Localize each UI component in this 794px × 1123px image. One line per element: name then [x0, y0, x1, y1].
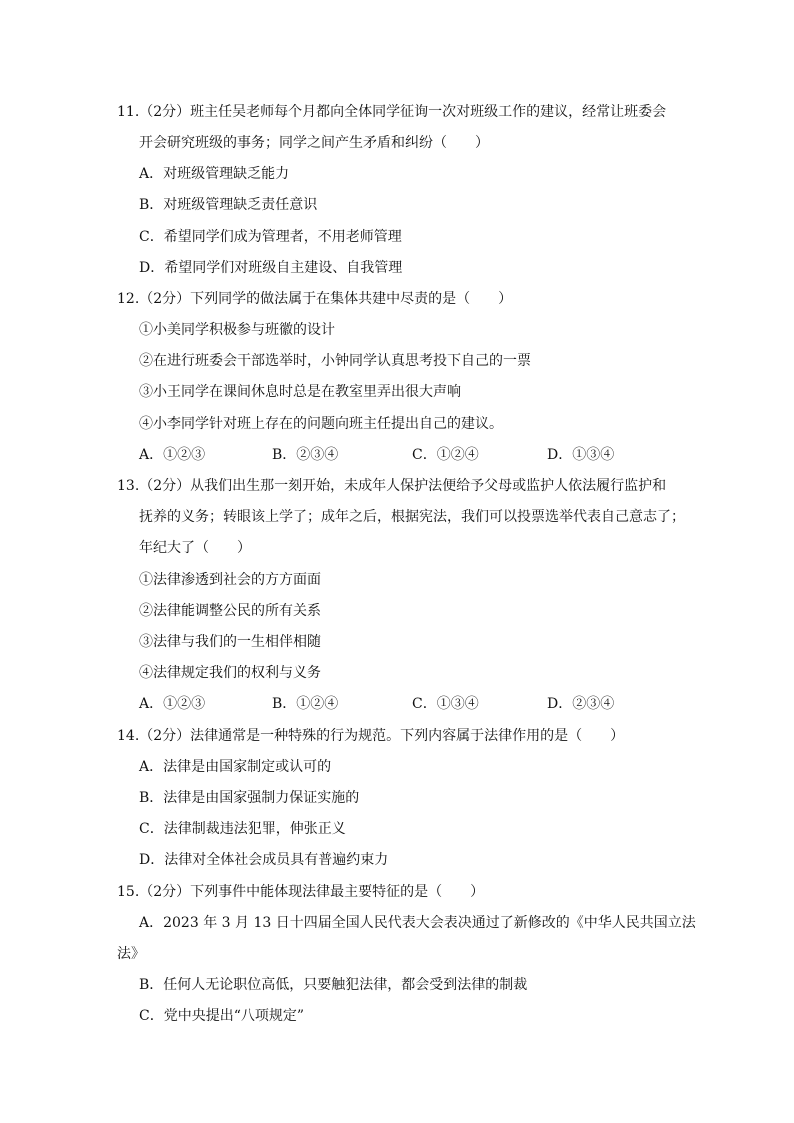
question-13-option-c: C．①③④: [412, 696, 479, 712]
question-14-option-b: B．法律是由国家强制力保证实施的: [139, 790, 360, 806]
question-14-option-a: A．法律是由国家制定或认可的: [139, 759, 332, 775]
question-15-option-a-cont: 法》: [117, 946, 145, 962]
question-11-option-a: A．对班级管理缺乏能力: [139, 166, 290, 182]
question-11-stem-cont: 开会研究班级的事务；同学之间产生矛盾和纠纷（ ）: [139, 135, 489, 151]
question-14-stem: 14.（2分）法律通常是一种特殊的行为规范。下列内容属于法律作用的是（ ）: [117, 728, 625, 744]
question-13-stem: 13.（2分）从我们出生那一刻开始，未成年人保护法便给予父母或监护人依法履行监护和: [117, 478, 667, 494]
question-14-option-c: C．法律制裁违法犯罪，伸张正义: [139, 821, 346, 837]
question-13-item-4: ④法律规定我们的权利与义务: [139, 665, 321, 681]
question-12-option-a: A．①②③: [139, 447, 206, 463]
question-12-stem: 12.（2分）下列同学的做法属于在集体共建中尽责的是（ ）: [117, 291, 513, 307]
question-11-option-d: D．希望同学们对班级自主建设、自我管理: [139, 260, 403, 276]
question-13-option-b: B．①②④: [272, 696, 339, 712]
question-12-item-4: ④小李同学针对班上存在的问题向班主任提出自己的建议。: [139, 416, 503, 432]
question-12-option-b: B．②③④: [272, 447, 339, 463]
question-11-option-b: B．对班级管理缺乏责任意识: [139, 197, 318, 213]
question-12-option-c: C．①②④: [412, 447, 479, 463]
question-14-option-d: D．法律对全体社会成员具有普遍约束力: [139, 852, 389, 868]
question-13-option-d: D．②③④: [547, 696, 615, 712]
question-15-stem: 15.（2分）下列事件中能体现法律最主要特征的是（ ）: [117, 884, 485, 900]
question-13-item-2: ②法律能调整公民的所有关系: [139, 603, 321, 619]
question-15-option-b: B．任何人无论职位高低，只要触犯法律，都会受到法律的制裁: [139, 977, 528, 993]
question-15-option-c: C．党中央提出“八项规定”: [139, 1008, 305, 1024]
question-11-option-c: C．希望同学们成为管理者，不用老师管理: [139, 229, 402, 245]
question-13-option-a: A．①②③: [139, 696, 206, 712]
question-13-stem-cont-1: 抚养的义务；转眼该上学了；成年之后，根据宪法，我们可以投票选举代表自己意志了；: [139, 509, 685, 525]
question-11-stem: 11.（2分）班主任吴老师每个月都向全体同学征询一次对班级工作的建议，经常让班委会: [117, 104, 667, 120]
question-12-item-3: ③小王同学在课间休息时总是在教室里弄出很大声响: [139, 384, 461, 400]
question-13-stem-cont-2: 年纪大了（ ）: [139, 540, 251, 556]
question-13-item-3: ③法律与我们的一生相伴相随: [139, 634, 321, 650]
question-15-option-a: A．2023 年 3 月 13 日十四届全国人民代表大会表决通过了新修改的《中华人民共国立法: [139, 915, 696, 931]
question-12-option-d: D．①③④: [547, 447, 615, 463]
question-12-item-2: ②在进行班委会干部选举时，小钟同学认真思考投下自己的一票: [139, 353, 531, 369]
question-12-item-1: ①小美同学积极参与班徽的设计: [139, 322, 335, 338]
question-13-item-1: ①法律渗透到社会的方方面面: [139, 572, 321, 588]
